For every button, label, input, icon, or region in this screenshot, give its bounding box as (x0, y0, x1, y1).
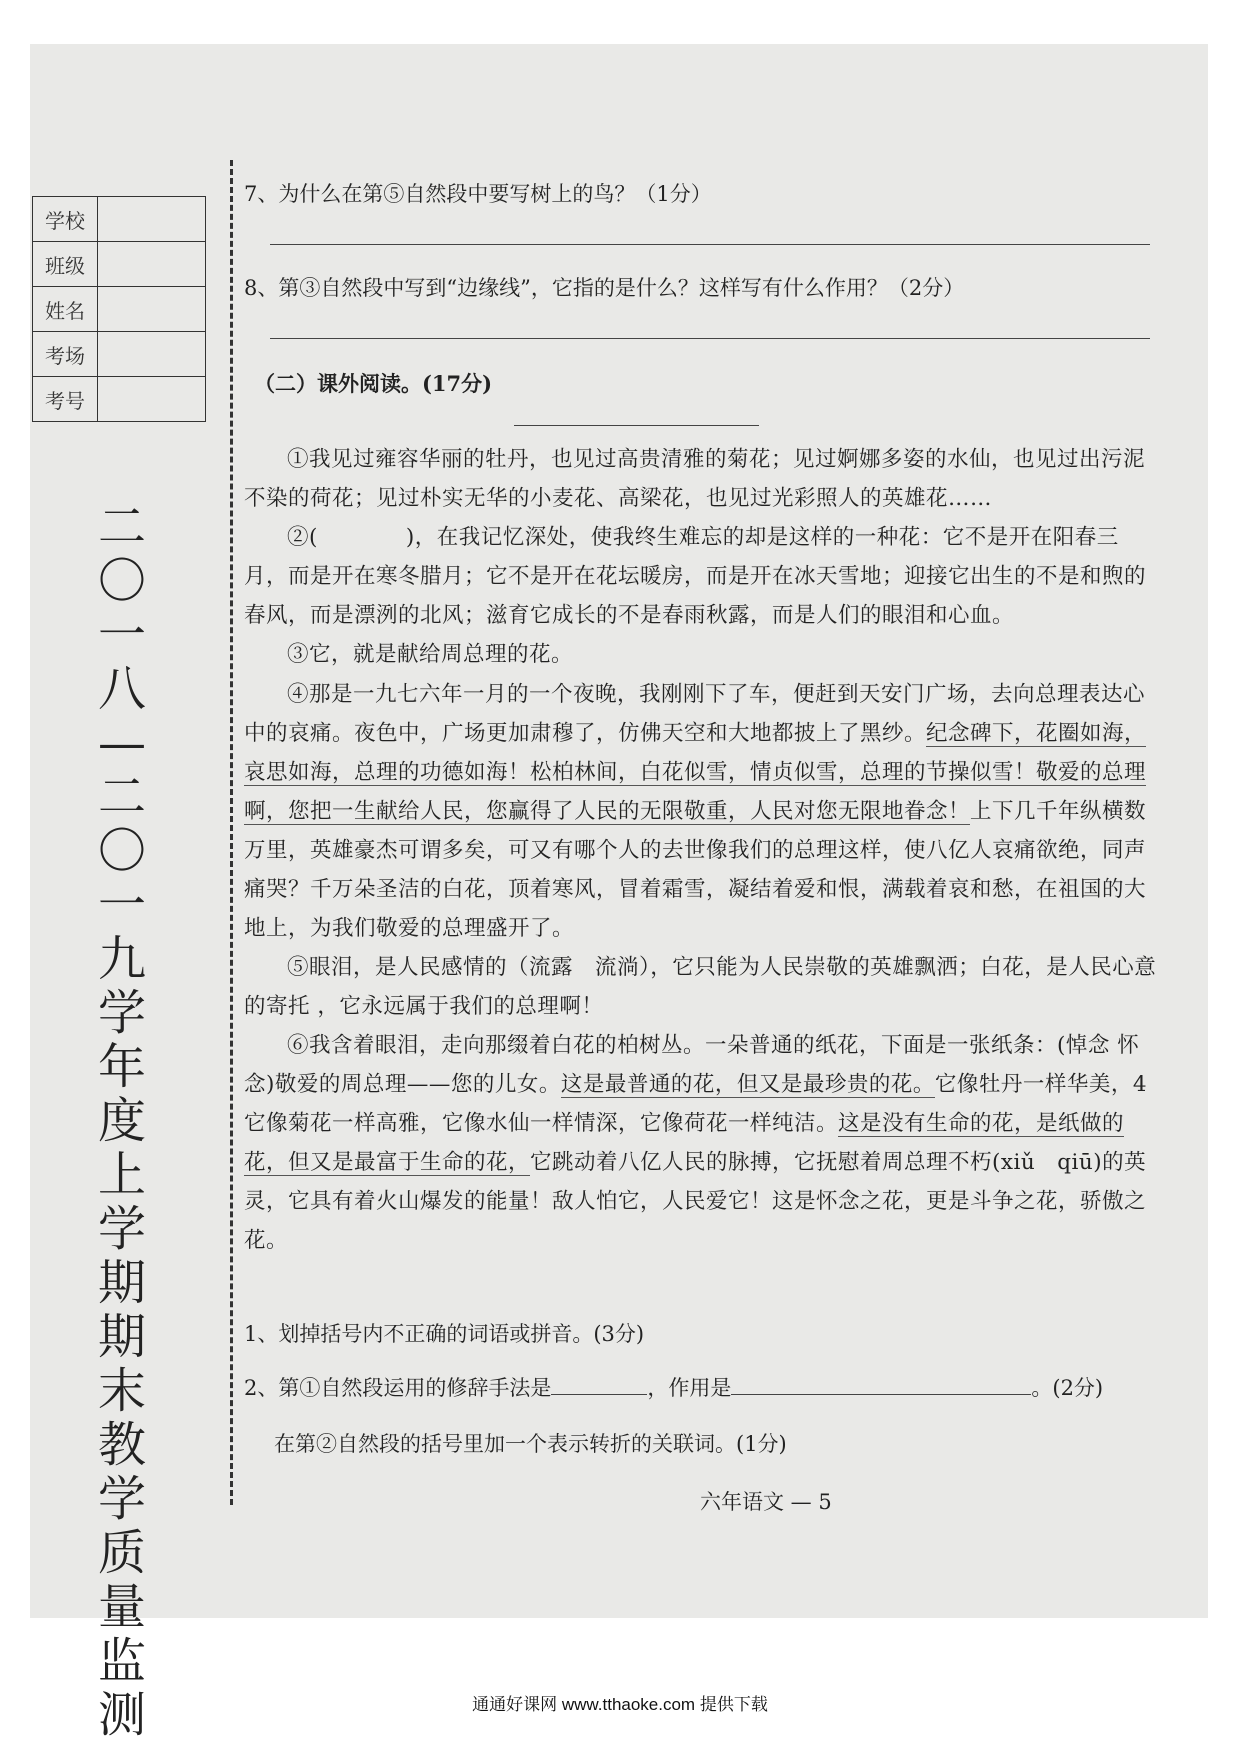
p6-underlined-text-1: 这是最普通的花，但又是最珍贵的花。 (560, 1072, 935, 1097)
p6-underlined-text-2: 这是没有生命的花，是纸做的花，但又是最富于生命的花， (244, 1111, 1125, 1175)
info-label-name: 姓名 (33, 287, 98, 332)
q2-text-a: 2、第①自然段运用的修辞手法是 (244, 1376, 552, 1400)
p6-text-a: ⑥我含着眼泪，走向那缀着白花的柏树丛。一朵普通的纸花，下面是一张纸条：(悼念 怀念)敬爱的周总理——您的儿女。 (244, 1033, 1140, 1097)
passage-paragraph-2: ②( )，在我记忆深处，使我终生难忘的却是这样的一种花：它不是开在阳春三月，而是开在寒冬腊月；它不是开在花坛暖房，而是开在冰天雪地；迎接它出生的不是和煦的春风，而是漂洌的北风；滋育它成长的不是春雨秋露，而是人们的眼泪和心血。 (244, 525, 1147, 628)
question-8: 8、第③自然段中写到“边缘线”，它指的是什么？这样写有什么作用？（2分） (244, 276, 965, 300)
info-field-school (98, 197, 206, 242)
q2-text-c: 。(2分) (1031, 1376, 1104, 1400)
dashed-cut-line (230, 160, 233, 1505)
info-label-exam-number: 考号 (33, 377, 98, 422)
q2-text-b: ，作用是 (647, 1376, 732, 1400)
question-3: 在第②自然段的括号里加一个表示转折的关联词。(1分) (274, 1432, 787, 1456)
q2-blank-rhetoric (551, 1372, 647, 1395)
passage-paragraph-3: ③它，就是献给周总理的花。 (287, 642, 574, 667)
passage-paragraph-4 (244, 675, 1162, 948)
info-label-school: 学校 (33, 197, 98, 242)
answer-line-q7 (270, 244, 1150, 245)
q2-blank-effect (731, 1372, 1031, 1395)
vertical-exam-title: 二〇一八—二〇一九学年度上学期期末教学质量监测 (97, 499, 146, 1743)
passage-paragraph-1: ①我见过雍容华丽的牡丹，也见过高贵清雅的菊花；见过婀娜多姿的水仙，也见过出污泥不染的荷花；见过朴实无华的小麦花、高梁花，也见过光彩照人的英雄花…… (244, 447, 1146, 511)
p6-text-c: 它像牡丹一样华美，4它像菊花一样高雅，它像水仙一样情深，它像荷花一样纯洁。 (244, 1072, 1148, 1136)
answer-line-q8 (270, 338, 1150, 339)
info-label-class: 班级 (33, 242, 98, 287)
info-field-name (98, 287, 206, 332)
p4-text-a: ④那是一九七六年一月的一个夜晚，我刚刚下了车，便赶到天安门广场，去向总理表达心中的哀痛。夜色中，广场更加肃穆了，仿佛天空和大地都披上了黑纱。 (244, 682, 1146, 746)
passage-paragraph-5: ⑤眼泪，是人民感情的（流露 流淌），它只能为人民崇敬的英雄飘洒；白花，是人民心意的寄托 ，它永远属于我们的总理啊！ (244, 955, 1157, 1019)
info-field-exam-number (98, 377, 206, 422)
p4-text-c: 上下几千年纵横数万里，英雄豪杰可谓多矣，可又有哪个人的去世像我们的总理这样，使八亿人哀痛欲绝，同声痛哭？千万朵圣洁的白花，顶着寒风，冒着霜雪，凝结着爱和恨，满载着哀和愁，在祖国的大地上，为我们敬爱的总理盛开了。 (244, 799, 1147, 941)
question-1: 1、划掉括号内不正确的词语或拼音。(3分) (244, 1322, 645, 1346)
question-7: 7、为什么在第⑤自然段中要写树上的鸟？（1分） (244, 182, 712, 206)
site-footer: 通通好课网 www.tthaoke.com 提供下载 (472, 1695, 768, 1714)
info-field-class (98, 242, 206, 287)
passage-paragraph-6 (244, 1026, 1162, 1260)
passage-title-blank (514, 425, 759, 426)
info-label-exam-room: 考场 (33, 332, 98, 377)
p4-underlined-text: 纪念碑下，花圈如海，哀思如海，总理的功德如海！松柏林间，白花似雪，情贞似雪，总理的节操似雪！敬爱的总理啊，您把一生献给人民，您赢得了人民的无限敬重，人民对您无限地眷念！ (244, 721, 1147, 824)
p6-text-e: 它跳动着八亿人民的脉搏，它抚慰着周总理不朽(xiǔ qiū)的英灵，它具有着火山爆发的能量！敌人怕它，人民爱它！这是怀念之花，更是斗争之花，骄傲之花。 (244, 1150, 1147, 1253)
page-footer: 六年语文 — 5 (700, 1490, 832, 1514)
section-title: （二）课外阅读。(17分) (254, 371, 493, 396)
question-2 (244, 1372, 1103, 1402)
student-info-table (32, 196, 206, 422)
info-field-exam-room (98, 332, 206, 377)
